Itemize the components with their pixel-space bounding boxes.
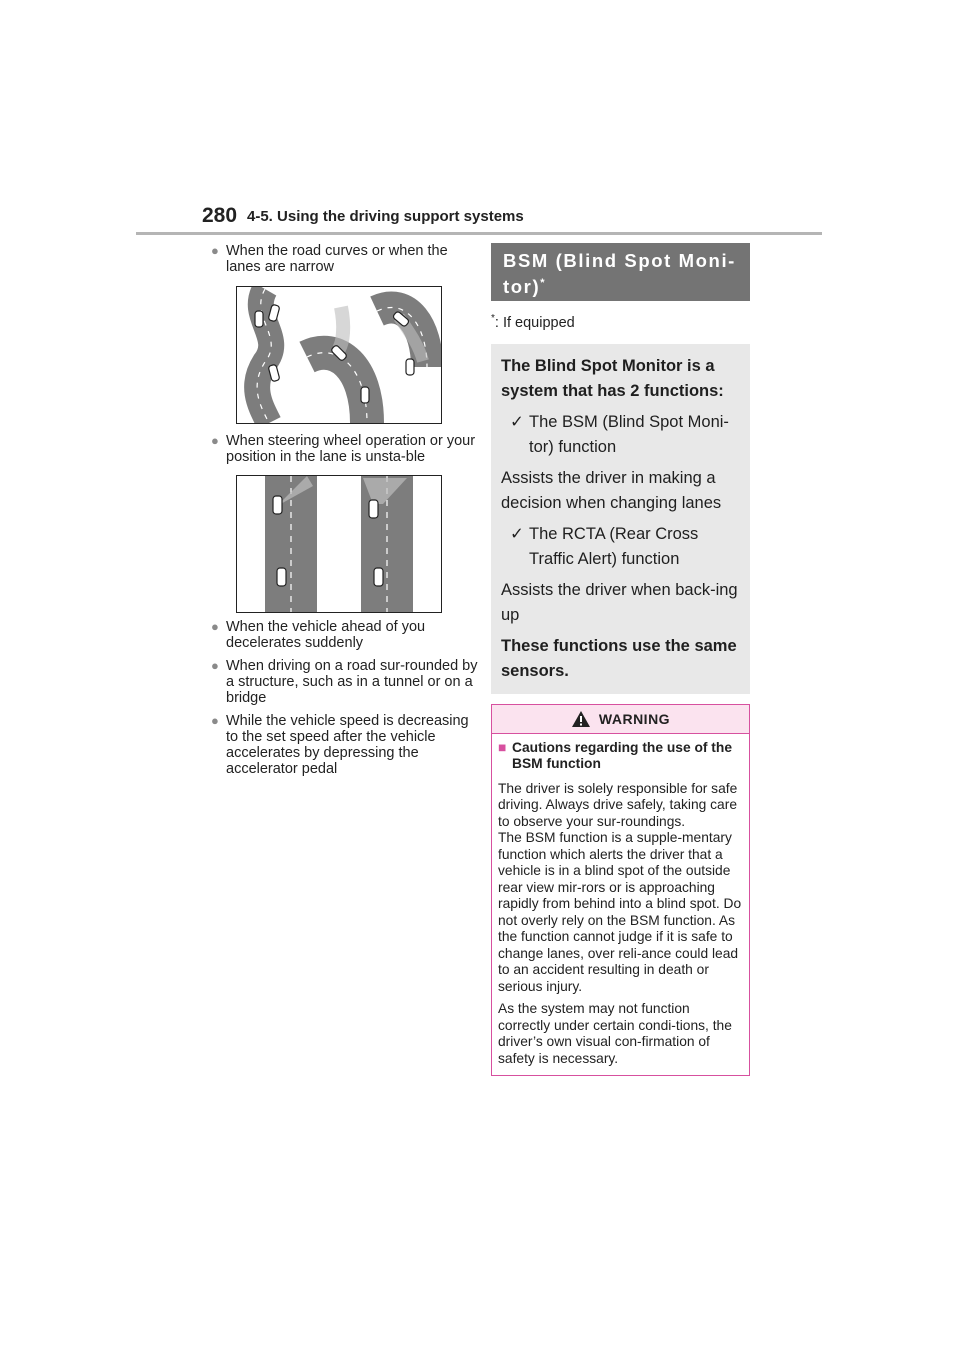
- warning-paragraph: The driver is solely responsible for safe driving. Always drive safely, taking care to observe your sur-roundings.: [498, 780, 738, 829]
- bullet-dot-icon: ●: [211, 658, 219, 673]
- car-icon: [273, 496, 282, 514]
- bullet-item: [211, 619, 474, 651]
- function-name: The RCTA (Rear Cross Traffic Alert) function: [529, 524, 699, 568]
- car-icon: [255, 311, 263, 327]
- warning-title: WARNING: [598, 710, 671, 727]
- bullet-item: [211, 713, 474, 777]
- bsm-summary-box: [491, 344, 750, 694]
- curved-road-illustration: [236, 286, 442, 424]
- car-icon: [374, 568, 383, 586]
- bullet-item: [211, 658, 481, 706]
- warning-triangle-icon: [571, 710, 591, 728]
- function-item: [501, 522, 740, 572]
- bullet-dot-icon: ●: [211, 243, 219, 258]
- bsm-heading: [491, 243, 750, 301]
- page-number: 280: [202, 204, 238, 227]
- bullet-item: [211, 433, 481, 465]
- bullet-text: While the vehicle speed is decreasing to the set speed after the vehicle accelerates by depressing the accelerator pedal: [226, 713, 469, 777]
- car-icon: [361, 387, 369, 403]
- check-mark-icon: ✓: [510, 524, 524, 543]
- bullet-dot-icon: ●: [211, 433, 219, 448]
- header-rule: [136, 232, 822, 235]
- footnote: [491, 313, 750, 331]
- car-icon: [277, 568, 286, 586]
- warning-box: [491, 704, 750, 1077]
- summary-intro: The Blind Spot Monitor is a system that has 2 functions:: [501, 356, 724, 400]
- warning-caption: [498, 740, 743, 773]
- car-icon: [406, 359, 414, 375]
- warning-body: [492, 734, 749, 1076]
- square-bullet-icon: ■: [498, 739, 507, 755]
- warning-header: [492, 705, 749, 734]
- unstable-lane-position-illustration: [236, 475, 442, 613]
- function-desc: Assists the driver in making a decision when changing lanes: [501, 468, 722, 512]
- section-title: 4-5. Using the driving support systems: [247, 208, 524, 225]
- warning-paragraph: As the system may not function correctly under certain condi-tions, the driver’s own visual con-firmation of safety is necessary.: [498, 1001, 732, 1066]
- heading-footnote-mark: *: [540, 277, 547, 289]
- left-column: [211, 243, 478, 777]
- bullet-text: When the road curves or when the lanes are narrow: [226, 243, 448, 275]
- bullet-item: [211, 243, 481, 275]
- right-column: [491, 243, 750, 1076]
- bsm-heading-text: BSM (Blind Spot Moni-tor): [503, 250, 736, 298]
- check-mark-icon: ✓: [510, 412, 524, 431]
- function-name: The BSM (Blind Spot Moni-tor) function: [529, 412, 729, 456]
- footnote-text: : If equipped: [494, 314, 575, 331]
- bullet-dot-icon: ●: [211, 713, 219, 728]
- footnote-mark: *: [491, 313, 495, 324]
- function-desc: Assists the driver when back-ing up: [501, 580, 738, 624]
- bullet-text: When steering wheel operation or your position in the lane is unsta-ble: [226, 433, 476, 465]
- function-item: [501, 410, 740, 460]
- summary-outro: These functions use the same sensors.: [501, 636, 737, 680]
- bullet-dot-icon: ●: [211, 619, 219, 634]
- warning-paragraph: The BSM function is a supple-mentary function which alerts the driver that a vehicle is in a blind spot of the outside rear view mir-rors or is approaching rapidly from behind into a blind spot. Do not overly rely on the BSM function. As the function cannot judge if it is safe to change lanes, over reli-ance could lead to an accident resulting in death or serious injury.: [498, 830, 742, 994]
- bullet-text: When the vehicle ahead of you decelerates suddenly: [226, 619, 426, 651]
- bullet-text: When driving on a road sur-rounded by a structure, such as in a tunnel or on a bridge: [226, 658, 478, 706]
- car-icon: [369, 500, 378, 518]
- warning-caption-text: Cautions regarding the use of the BSM function: [512, 739, 733, 772]
